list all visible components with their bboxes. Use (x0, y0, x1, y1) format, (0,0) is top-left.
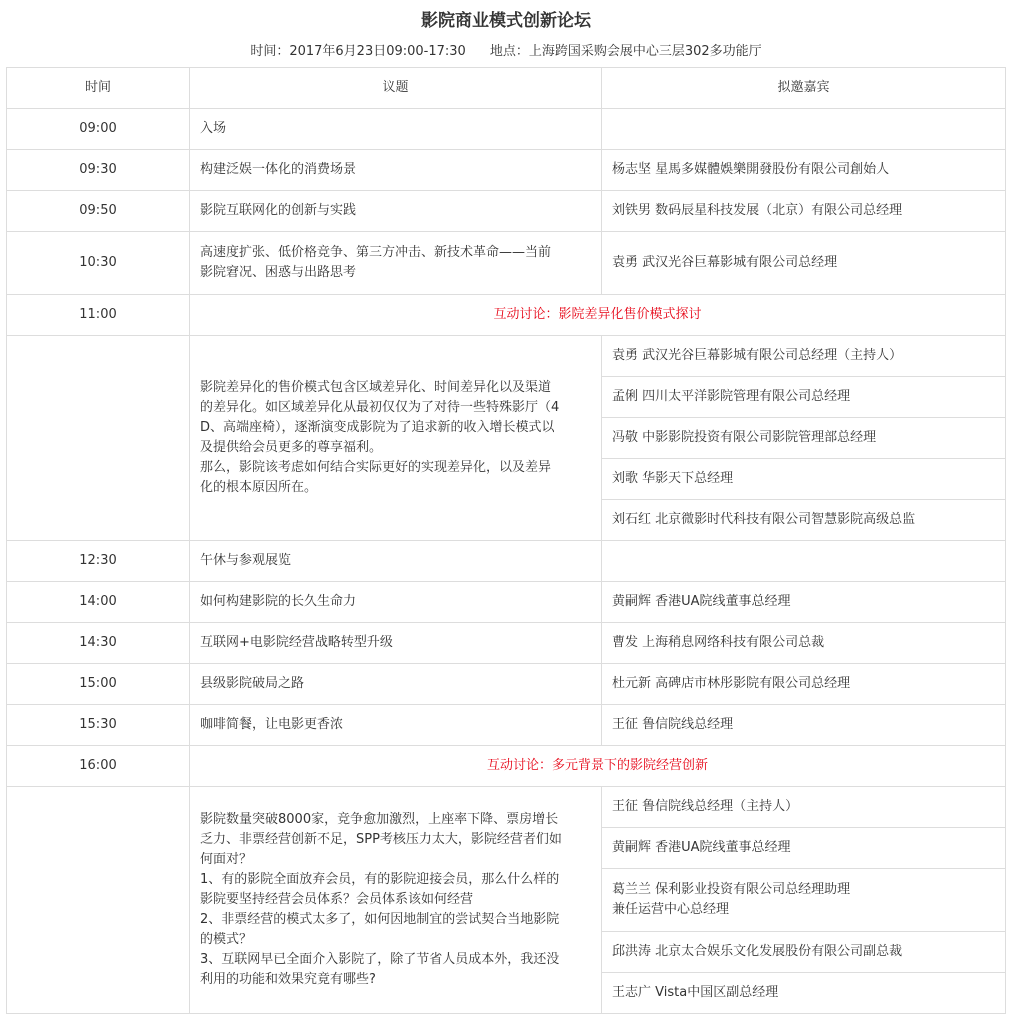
description-line: 影院数量突破8000家，竞争愈加激烈，上座率下降、票房增长 (200, 812, 559, 827)
discussion-description (190, 336, 602, 541)
discussion-guest: 王志广 Vista中国区副总经理 (602, 973, 1006, 1014)
session-guest: 杨志坚 星馬多媒體娛樂開發股份有限公司創始人 (602, 150, 1006, 191)
session-guest: 杜元新 高碑店市林彤影院有限公司总经理 (602, 664, 1006, 705)
discussion-guest: 邱洪涛 北京太合娱乐文化发展股份有限公司副总裁 (602, 932, 1006, 973)
session-time: 09:00 (7, 109, 190, 150)
session-guest: 刘铁男 数码辰星科技发展（北京）有限公司总经理 (602, 191, 1006, 232)
table-row (7, 705, 1006, 746)
session-topic: 如何构建影院的长久生命力 (190, 582, 602, 623)
page-title: 影院商业模式创新论坛 (421, 11, 591, 31)
discussion-title: 互动讨论：影院差异化售价模式探讨 (190, 295, 1006, 336)
session-topic (190, 232, 602, 295)
session-time: 11:00 (7, 295, 190, 336)
session-topic: 咖啡简餐，让电影更香浓 (190, 705, 602, 746)
discussion-guest (602, 869, 1006, 932)
session-topic: 县级影院破局之路 (190, 664, 602, 705)
session-guest (602, 541, 1006, 582)
description-line: 乏力、非票经营创新不足，SPP考核压力太大，影院经营者们如 (200, 832, 562, 847)
description-line: 的模式？ (200, 932, 253, 947)
description-line: 影院要坚持经营会员体系？会员体系该如何经营 (200, 892, 474, 907)
description-line: 那么，影院该考虑如何结合实际更好的实现差异化，以及差异 (200, 460, 552, 475)
description-line: 何面对？ (200, 852, 253, 867)
description-line: 及提供给会员更多的尊享福利。 (200, 440, 383, 455)
table-row (7, 541, 1006, 582)
table-row (7, 664, 1006, 705)
guest-line: 兼任运营中心总经理 (612, 902, 730, 917)
session-topic: 影院互联网化的创新与实践 (190, 191, 602, 232)
description-line: 的差异化。如区域差异化从最初仅仅为了对待一些特殊影厅（4 (200, 400, 560, 415)
event-location: 地点：上海跨国采购会展中心三层302多功能厅 (489, 44, 762, 59)
session-time: 09:30 (7, 150, 190, 191)
header-topic: 议题 (190, 68, 602, 109)
discussion-header-row (7, 295, 1006, 336)
empty-time-cell (7, 787, 190, 1014)
discussion-guest: 袁勇 武汉光谷巨幕影城有限公司总经理（主持人） (602, 336, 1006, 377)
session-topic: 构建泛娱一体化的消费场景 (190, 150, 602, 191)
description-line: 3、互联网早已全面介入影院了，除了节省人员成本外，我还没 (200, 952, 560, 967)
discussion-title: 互动讨论：多元背景下的影院经营创新 (190, 746, 1006, 787)
topic-line: 影院窘况、困惑与出路思考 (200, 265, 357, 280)
session-time: 15:00 (7, 664, 190, 705)
discussion-guest: 孟俐 四川太平洋影院管理有限公司总经理 (602, 377, 1006, 418)
header-time: 时间 (7, 68, 190, 109)
discussion-description (190, 787, 602, 1014)
table-row (7, 623, 1006, 664)
discussion-guest: 刘石红 北京微影时代科技有限公司智慧影院高级总监 (602, 500, 1006, 541)
table-row (7, 191, 1006, 232)
session-topic: 互联网+电影院经营战略转型升级 (190, 623, 602, 664)
session-guest (602, 109, 1006, 150)
discussion-header-row (7, 746, 1006, 787)
session-time: 14:00 (7, 582, 190, 623)
session-time: 10:30 (7, 232, 190, 295)
description-line: 影院差异化的售价模式包含区域差异化、时间差异化以及渠道 (200, 380, 552, 395)
session-guest: 曹发 上海稍息网络科技有限公司总裁 (602, 623, 1006, 664)
schedule-table (6, 67, 1006, 1014)
description-line: 2、非票经营的模式太多了，如何因地制宜的尝试契合当地影院 (200, 912, 560, 927)
discussion-guest: 刘歌 华影天下总经理 (602, 459, 1006, 500)
table-row (7, 150, 1006, 191)
description-line: 1、有的影院全面放弃会员，有的影院迎接会员，那么什么样的 (200, 872, 560, 887)
header-row (7, 68, 1006, 109)
empty-time-cell (7, 336, 190, 541)
topic-line: 高速度扩张、低价格竞争、第三方冲击、新技术革命——当前 (200, 245, 552, 260)
session-guest: 王征 鲁信院线总经理 (602, 705, 1006, 746)
discussion-guest: 冯敬 中影影院投资有限公司影院管理部总经理 (602, 418, 1006, 459)
session-time: 15:30 (7, 705, 190, 746)
table-row (7, 232, 1006, 295)
session-time: 09:50 (7, 191, 190, 232)
session-topic: 入场 (190, 109, 602, 150)
table-row (7, 109, 1006, 150)
event-time: 时间：2017年6月23日09:00-17:30 (250, 44, 466, 59)
description-line: D、高端座椅），逐渐演变成影院为了追求新的收入增长模式以 (200, 420, 555, 435)
session-guest: 黄嗣辉 香港UA院线董事总经理 (602, 582, 1006, 623)
header-guests: 拟邀嘉宾 (602, 68, 1006, 109)
table-row (7, 787, 1006, 828)
discussion-guest: 黄嗣辉 香港UA院线董事总经理 (602, 828, 1006, 869)
table-row (7, 336, 1006, 377)
guest-line: 葛兰兰 保利影业投资有限公司总经理助理 (612, 882, 851, 897)
session-time: 14:30 (7, 623, 190, 664)
table-row (7, 582, 1006, 623)
description-line: 利用的功能和效果究竟有哪些? (200, 972, 376, 987)
event-info (0, 40, 1012, 59)
session-guest: 袁勇 武汉光谷巨幕影城有限公司总经理 (602, 232, 1006, 295)
session-topic: 午休与参观展览 (190, 541, 602, 582)
session-time: 16:00 (7, 746, 190, 787)
description-line: 化的根本原因所在。 (200, 480, 318, 495)
discussion-guest: 王征 鲁信院线总经理（主持人） (602, 787, 1006, 828)
session-time: 12:30 (7, 541, 190, 582)
